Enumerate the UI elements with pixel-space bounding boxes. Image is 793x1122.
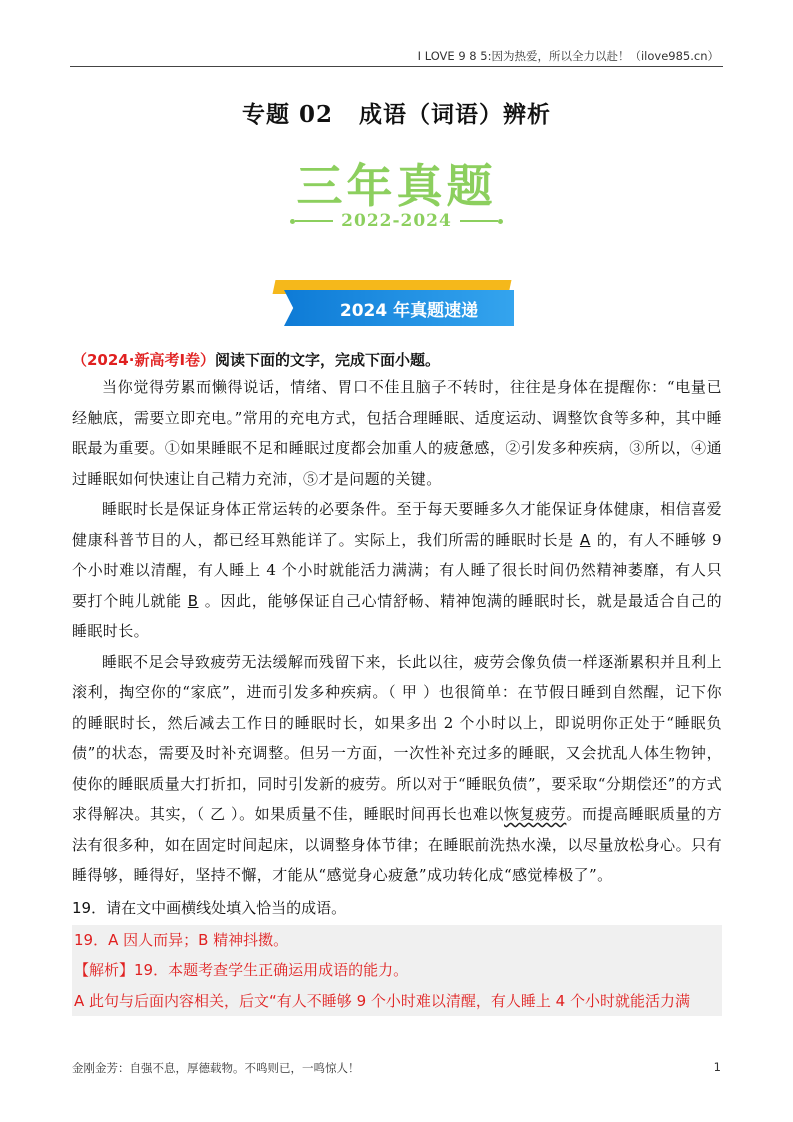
question-instruction: 阅读下面的文字，完成下面小题。 <box>215 351 441 369</box>
analysis-heading: 【解析】19．本题考查学生正确运用成语的能力。 <box>74 961 409 979</box>
question-heading <box>72 348 722 372</box>
passage-paragraph-2: 睡眠时长是保证身体正常运转的必要条件。至于每天要睡多久才能保证身体健康，相信喜爱健康科普节目的人，都已经耳熟能详了。实际上，我们所需的睡眠时长是 A 的，有人不睡够 9 个小时难以清醒，有人睡上 4 个小时就能活力满满；有人睡了很长时间仍然精神萎靡，有人只要打个盹儿就能 B 。因此，能够保证自己心情舒畅、精神饱满的睡眠时长，就是最适合自己的睡眠时长。 <box>72 500 722 640</box>
banner-years-row <box>0 211 793 231</box>
page-number: 1 <box>713 1060 721 1074</box>
blank-b: B <box>187 591 199 610</box>
question-content <box>72 348 722 1016</box>
section-heading-label: 2024 年真题速递 <box>339 301 479 321</box>
passage-paragraph-1: 当你觉得劳累而懒得说话，情绪、胃口不佳且脑子不转时，往往是身体在提醒你：“电量已经触底，需要立即充电。”常用的充电方式，包括合理睡眠、适度运动、调整饮食等多种，其中睡眠最为重要。①如果睡眠不足和睡眠过度都会加重人的疲惫感，②引发多种疾病，③所以，④通过睡眠如何快速让自己精力充沛，⑤才是问题的关键。 <box>72 378 722 488</box>
wavy-underlined-phrase: 恢复疲劳 <box>504 805 567 823</box>
banner-years: 2022-2024 <box>341 211 452 231</box>
page-title <box>0 96 793 129</box>
blank-a: A <box>579 530 591 549</box>
section-heading-badge <box>274 280 516 330</box>
answer-line: 19．A 因人而异；B 精神抖擞。 <box>74 930 289 949</box>
answer-box <box>72 925 722 1017</box>
right-dot-line-ornament <box>460 219 503 224</box>
question-19: 19．请在文中画横线处填入恰当的成语。 <box>72 898 347 917</box>
footer-motto: 金刚金芳：自强不息，厚德载物。不鸣则已，一鸣惊人！ <box>72 1061 360 1075</box>
passage-paragraph-3: 睡眠不足会导致疲劳无法缓解而残留下来，长此以往，疲劳会像负债一样逐渐累积并且利上滚利，掏空你的“家底”，进而引发多种疾病。（ 甲 ）也很简单：在节假日睡到自然醒，记下你的睡眠时长，然后减去工作日的睡眠时长，如果多出 2 个小时以上，即说明你正处于“睡眠负债”的状态，需要及时补充调整。但另一方面，一次性补充过多的睡眠，又会扰乱人体生物钟，使你的睡眠质量大打折扣，同时引发新的疲劳。所以对于“睡眠负债”，要采取“分期偿还”的方式求得解决。其实，（ 乙 ）。如果质量不佳，睡眠时间再长也难以恢复疲劳。而提高睡眠质量的方法有很多种，如在固定时间起床，以调整身体节律；在睡眠前洗热水澡，以尽量放松身心。只有睡得够，睡得好，坚持不懈，才能从“感觉身心疲惫”成功转化成“感觉棒极了”。 <box>72 652 722 884</box>
question-source: （2024·新高考Ⅰ卷） <box>72 351 216 369</box>
left-dot-line-ornament <box>290 219 333 224</box>
banner-title: 三年真题 <box>296 159 497 213</box>
header-divider <box>70 66 723 67</box>
title-topic-number: 专题 02 <box>241 101 333 128</box>
analysis-text: A 此句与后面内容相关，后文“有人不睡够 9 个小时难以清醒，有人睡上 4 个小时就能活力满 <box>74 991 690 1010</box>
header-text: I LOVE 9 8 5:因为热爱，所以全力以赴！（ilove985.cn） <box>417 49 719 63</box>
title-topic-name: 成语（词语）辨析 <box>359 101 551 128</box>
